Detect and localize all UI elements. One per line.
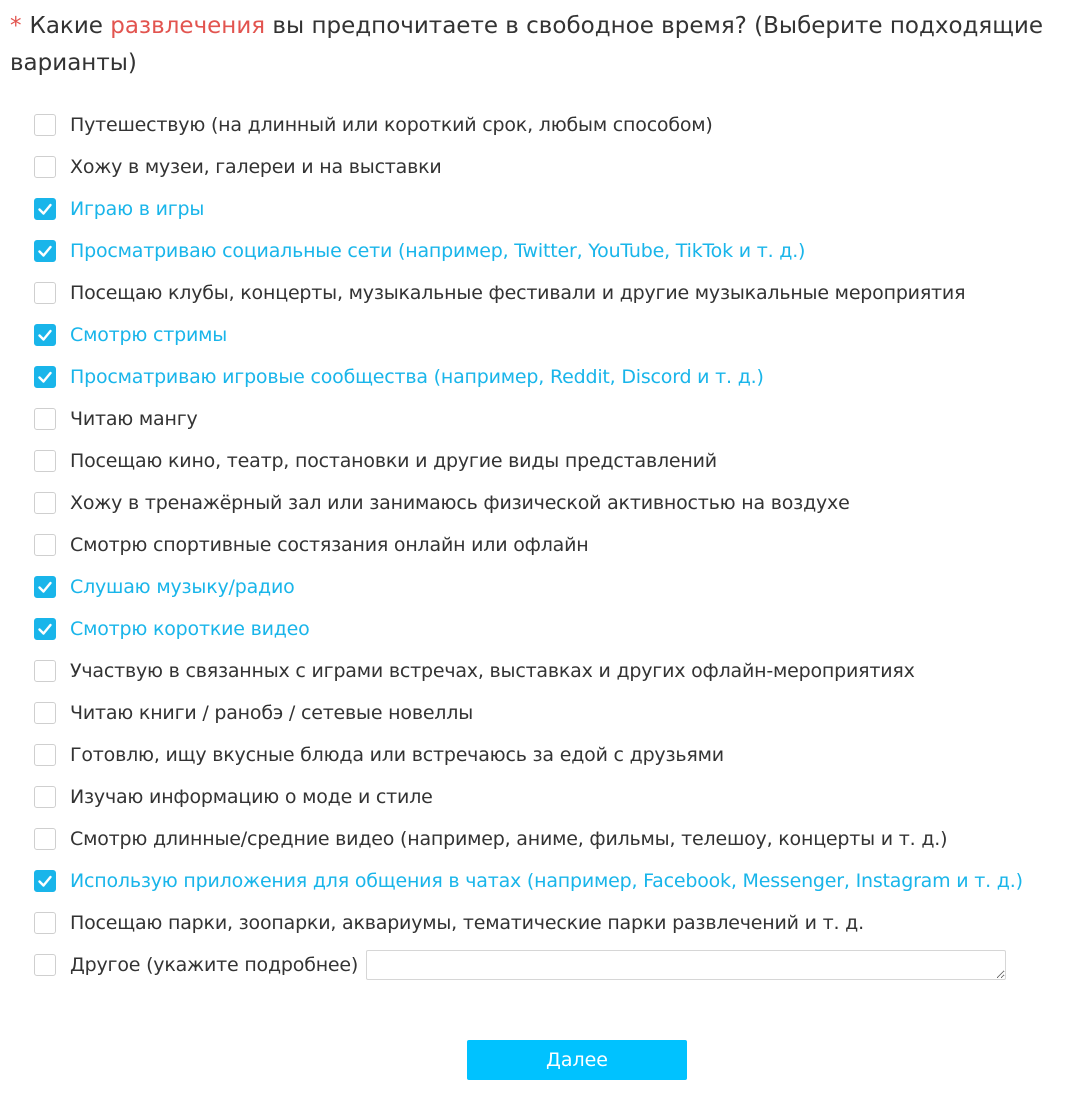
option-label: Изучаю информацию о моде и стиле <box>70 786 433 808</box>
option-gaming-communities[interactable] <box>34 356 1074 398</box>
checkbox[interactable] <box>34 492 56 514</box>
option-label: Слушаю музыку/радио <box>70 576 295 598</box>
checkbox[interactable] <box>34 828 56 850</box>
option-music-radio[interactable] <box>34 566 1074 608</box>
option-label: Читаю мангу <box>70 408 198 430</box>
option-books-novels[interactable] <box>34 692 1074 734</box>
option-other[interactable] <box>34 944 1074 986</box>
checkbox[interactable] <box>34 198 56 220</box>
checkbox[interactable] <box>34 660 56 682</box>
option-label: Смотрю стримы <box>70 324 228 346</box>
option-label: Другое (укажите подробнее) <box>70 954 359 976</box>
option-chat-apps[interactable] <box>34 860 1074 902</box>
checkbox[interactable] <box>34 240 56 262</box>
option-fashion[interactable] <box>34 776 1074 818</box>
option-label: Хожу в тренажёрный зал или занимаюсь физической активностью на воздухе <box>70 492 850 514</box>
option-parks-zoos[interactable] <box>34 902 1074 944</box>
option-label: Посещаю клубы, концерты, музыкальные фестивали и другие музыкальные мероприятия <box>70 282 966 304</box>
checkbox[interactable] <box>34 744 56 766</box>
option-manga[interactable] <box>34 398 1074 440</box>
option-museums[interactable] <box>34 146 1074 188</box>
checkbox[interactable] <box>34 954 56 976</box>
checkbox[interactable] <box>34 366 56 388</box>
next-button[interactable]: Далее <box>467 1040 687 1080</box>
checkbox[interactable] <box>34 324 56 346</box>
checkmark-icon <box>37 579 53 595</box>
question-text-after: вы предпочитаете в свободное время? (Выберите подходящие варианты) <box>10 13 1044 76</box>
question-highlight: развлечения <box>110 13 266 39</box>
option-label: Смотрю спортивные состязания онлайн или офлайн <box>70 534 589 556</box>
option-label: Смотрю длинные/средние видео (например, аниме, фильмы, телешоу, концерты и т. д.) <box>70 828 948 850</box>
option-concerts[interactable] <box>34 272 1074 314</box>
checkbox[interactable] <box>34 534 56 556</box>
option-streams[interactable] <box>34 314 1074 356</box>
options-list <box>34 104 1074 986</box>
question-text-before: Какие <box>29 13 111 39</box>
option-label: Просматриваю игровые сообщества (например, Reddit, Discord и т. д.) <box>70 366 764 388</box>
checkbox[interactable] <box>34 576 56 598</box>
option-label: Готовлю, ищу вкусные блюда или встречаюсь за едой с друзьями <box>70 744 724 766</box>
option-games[interactable] <box>34 188 1074 230</box>
option-label: Использую приложения для общения в чатах (например, Facebook, Messenger, Instagram и т. д.) <box>70 870 1023 892</box>
other-details-input[interactable] <box>366 950 1006 980</box>
option-social-networks[interactable] <box>34 230 1074 272</box>
option-label: Смотрю короткие видео <box>70 618 310 640</box>
option-sports[interactable] <box>34 524 1074 566</box>
checkmark-icon <box>37 201 53 217</box>
checkbox[interactable] <box>34 702 56 724</box>
question-title <box>10 8 1070 82</box>
option-gym[interactable] <box>34 482 1074 524</box>
option-food[interactable] <box>34 734 1074 776</box>
checkbox[interactable] <box>34 114 56 136</box>
option-short-videos[interactable] <box>34 608 1074 650</box>
option-label: Читаю книги / ранобэ / сетевые новеллы <box>70 702 473 724</box>
checkmark-icon <box>37 621 53 637</box>
checkbox[interactable] <box>34 282 56 304</box>
checkbox[interactable] <box>34 156 56 178</box>
checkbox[interactable] <box>34 618 56 640</box>
checkbox[interactable] <box>34 786 56 808</box>
checkmark-icon <box>37 873 53 889</box>
checkbox[interactable] <box>34 870 56 892</box>
checkmark-icon <box>37 327 53 343</box>
option-travel[interactable] <box>34 104 1074 146</box>
option-label: Посещаю кино, театр, постановки и другие виды представлений <box>70 450 717 472</box>
checkmark-icon <box>37 243 53 259</box>
option-label: Просматриваю социальные сети (например, Twitter, YouTube, TikTok и т. д.) <box>70 240 806 262</box>
option-long-videos[interactable] <box>34 818 1074 860</box>
option-label: Путешествую (на длинный или короткий срок, любым способом) <box>70 114 713 136</box>
checkbox[interactable] <box>34 450 56 472</box>
option-label: Посещаю парки, зоопарки, аквариумы, тематические парки развлечений и т. д. <box>70 912 864 934</box>
option-cinema-theatre[interactable] <box>34 440 1074 482</box>
option-label: Хожу в музеи, галереи и на выставки <box>70 156 442 178</box>
checkbox[interactable] <box>34 408 56 430</box>
required-mark: * <box>10 13 22 39</box>
option-label: Участвую в связанных с играми встречах, выставках и других офлайн-мероприятиях <box>70 660 915 682</box>
option-gaming-events[interactable] <box>34 650 1074 692</box>
checkmark-icon <box>37 369 53 385</box>
option-label: Играю в игры <box>70 198 205 220</box>
checkbox[interactable] <box>34 912 56 934</box>
